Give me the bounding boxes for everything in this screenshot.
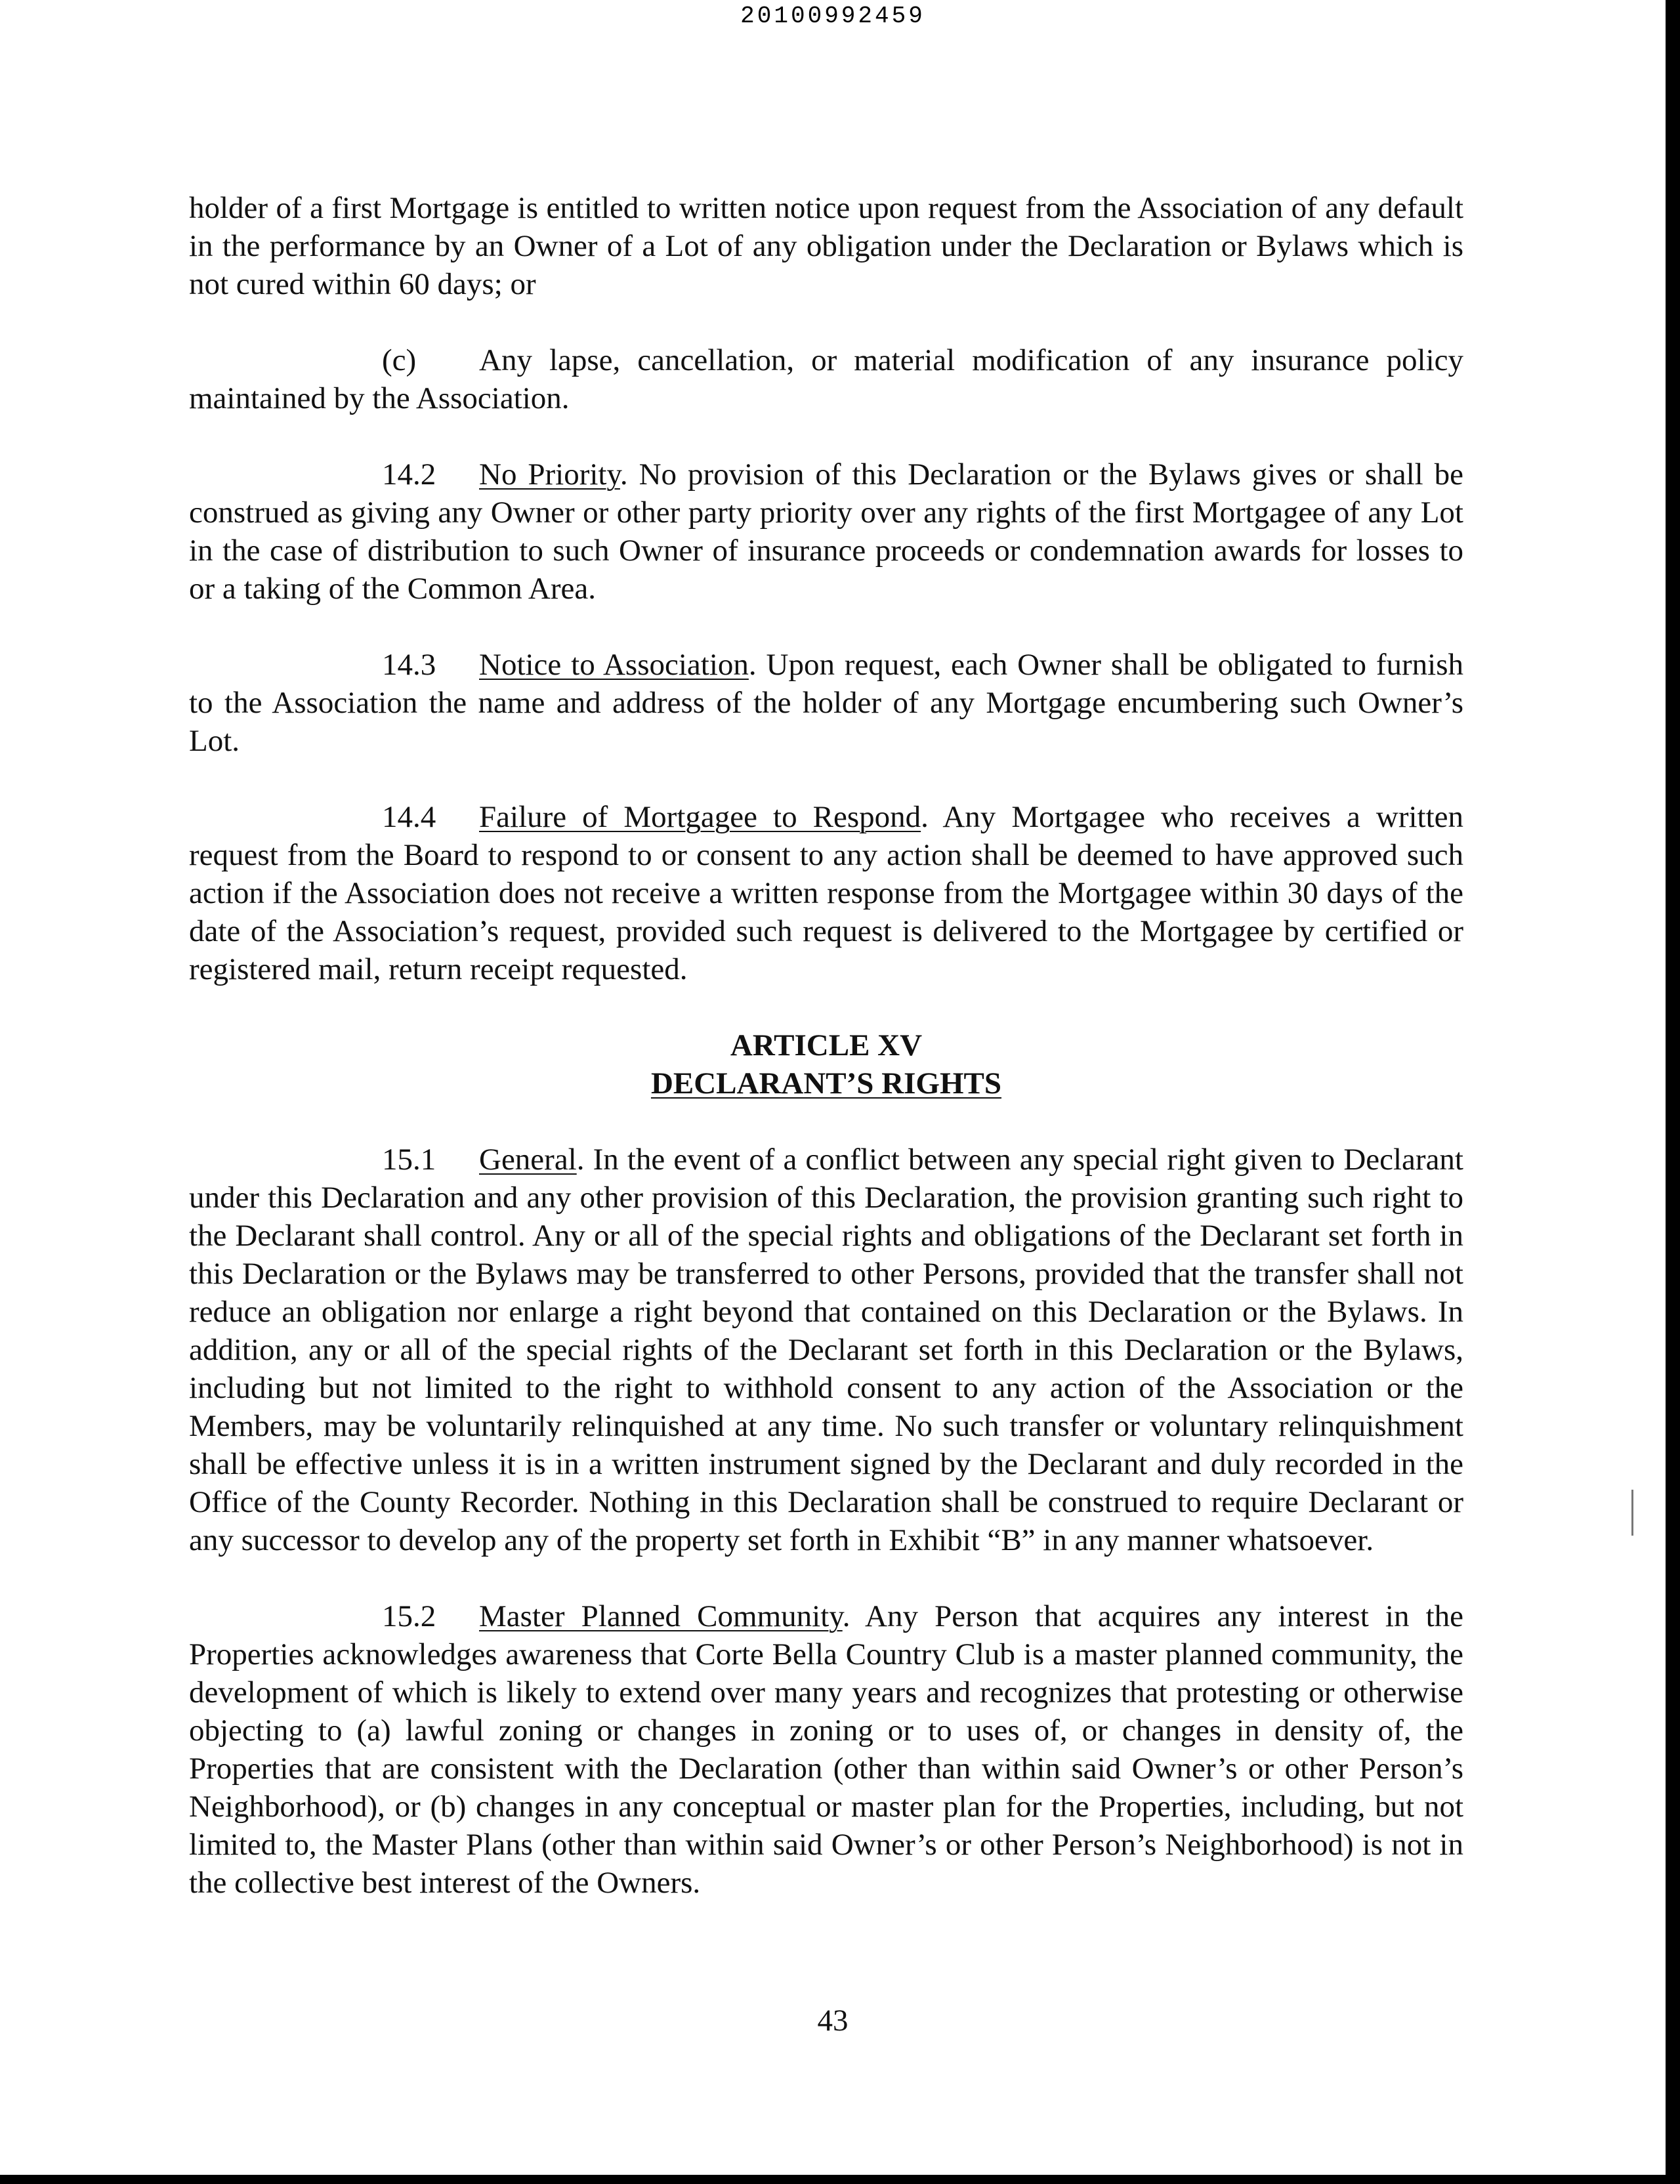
subitem-label: (c) [382,343,417,377]
article-number: ARTICLE XV [730,1028,923,1062]
section-14-2 [189,455,1463,608]
page-content [189,189,1463,1940]
section-body: . No provision of this Declaration or the Bylaws gives or shall be construed as giving any Owner or other party priority over any rights of the first Mortgagee of any Lot in the case of distribution to such Owner of insurance proceeds or condemnation awards for losses to or a taking of the Common Area. [189,457,1463,606]
section-14-4 [189,798,1463,988]
section-number: 14.2 [382,457,436,492]
subitem-c-paragraph [189,341,1463,417]
section-title: Notice to Association [479,648,749,682]
continuation-paragraph: holder of a first Mortgage is entitled to written notice upon request from the Association of any default in the performance by an Owner of a Lot of any obligation under the Declaration or Bylaws which is not cured within 60 days; or [189,191,1463,301]
section-body: . In the event of a conflict between any special right given to Declarant under this Declaration and any other provision of this Declaration, the provision granting such right to the Declarant shall control. Any or all of the special rights and obligations of the Declarant set forth in this Declaration or the Bylaws may be transferred to other Persons, provided that the transfer shall not reduce an obligation nor enlarge a right beyond that contained on this Declaration or the Bylaws. In addition, any or all of the special rights of the Declarant set forth in this Declaration or the Bylaws, including but not limited to the right to withhold consent to any action of the Association or the Members, may be voluntarily relinquished at any time. No such transfer or voluntary relinquishment shall be effective unless it is in a written instrument signed by the Declarant and duly recorded in the Office of the County Recorder. Nothing in this Declaration shall be construed to require Declarant or any successor to develop any of the property set forth in Exhibit “B” in any manner whatsoever. [189,1143,1463,1557]
page-number: 43 [817,2004,849,2038]
section-body: . Any Mortgagee who receives a written request from the Board to respond to or consent to any action shall be deemed to have approved such action if the Association does not receive a written response from the Mortgagee within 30 days of the date of the Association’s request, provided such request is delivered to the Mortgagee by certified or registered mail, return receipt requested. [189,800,1464,986]
section-14-3 [189,646,1463,760]
section-number: 15.2 [382,1599,436,1633]
section-number: 14.3 [382,648,436,682]
section-body: . Any Person that acquires any interest in the Properties acknowledges awareness that Corte Bella Country Club is a master planned community, the development of which is likely to extend over many years and recognizes that protesting or otherwise objecting to (a) lawful zoning or changes in zoning or to uses of, or changes in density of, the Properties that are consistent with the Declaration (other than within said Owner’s or other Person’s Neighborhood), or (b) changes in any conceptual or master plan for the Properties, including, but not limited to, the Master Plans (other than within said Owner’s or other Person’s Neighborhood) is not in the collective best interest of the Owners. [189,1599,1463,1900]
document-number: 20100992459 [740,3,925,30]
scan-margin-mark [1631,1490,1633,1536]
scan-border-bottom [0,2175,1680,2184]
section-title: Failure of Mortgagee to Respond [479,800,921,834]
section-title: No Priority [479,457,620,492]
section-15-1 [189,1141,1463,1559]
subitem-text: Any lapse, cancellation, or material modification of any insurance policy maintained by the Association. [189,343,1463,415]
section-title: General [479,1143,577,1177]
article-title: DECLARANT’S RIGHTS [650,1066,1002,1101]
section-number: 14.4 [382,800,436,834]
article-heading [189,1026,1463,1102]
section-title: Master Planned Community [479,1599,843,1633]
section-number: 15.1 [382,1143,436,1177]
section-body: . Upon request, each Owner shall be obligated to furnish to the Association the name and address of the holder of any Mortgage encumbering such Owner’s Lot. [189,648,1463,758]
section-15-2 [189,1597,1463,1902]
scan-border-right [1666,0,1680,2184]
